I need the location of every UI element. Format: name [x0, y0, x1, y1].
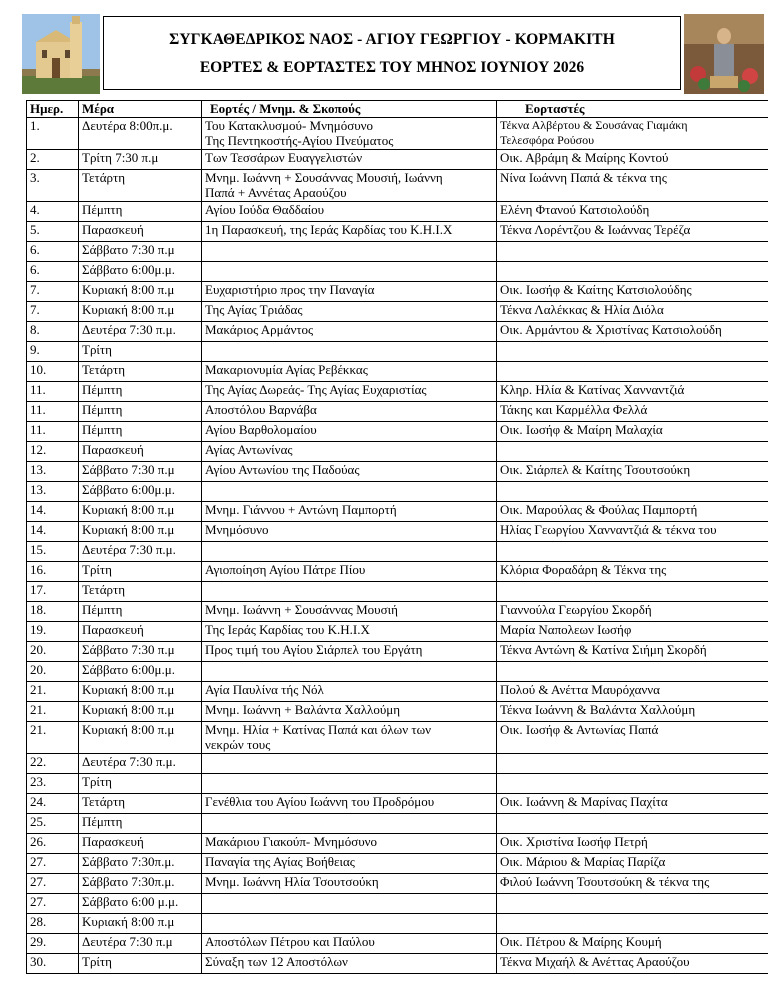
celebrant-line: Οικ. Χριστίνα Ιωσήφ Πετρή [500, 834, 648, 849]
celebrants-cell [497, 170, 768, 202]
event-line: Της Πεντηκοστής-Αγίου Πνεύματος [205, 133, 394, 148]
date-cell: 17. [27, 582, 79, 602]
date-cell: 23. [27, 774, 79, 794]
event-line: Μακάριος Αρμάντος [205, 322, 314, 337]
event-cell [202, 934, 497, 954]
celebrants-cell [497, 602, 768, 622]
day-time-cell: Κυριακή 8:00 π.μ [79, 522, 202, 542]
day-time-cell: Τρίτη [79, 342, 202, 362]
event-line: Των Τεσσάρων Ευαγγελιστών [205, 150, 363, 165]
date-cell: 21. [27, 682, 79, 702]
date-cell: 11. [27, 402, 79, 422]
celebrants-cell [497, 462, 768, 482]
date-cell: 27. [27, 894, 79, 914]
celebrant-line: Ηλίας Γεωργίου Χανναντζιά & τέκνα του [500, 522, 717, 537]
event-cell [202, 302, 497, 322]
celebrant-line: Πολού & Ανέττα Μαυρόχαννα [500, 682, 660, 697]
header-title: ΣΥΓΚΑΘΕΔΡΙΚΟΣ ΝΑΟΣ - ΑΓΙΟΥ ΓΕΩΡΓΙΟΥ - ΚΟΡΜΑΚΙΤΗ [169, 31, 615, 48]
event-cell [202, 774, 497, 794]
event-cell [202, 262, 497, 282]
event-line: Παπά + Αννέτας Αραούζου [205, 185, 347, 200]
celebrants-cell [497, 562, 768, 582]
celebrants-cell [497, 502, 768, 522]
celebrants-cell [497, 814, 768, 834]
event-line: Αγία Παυλίνα τής Νόλ [205, 682, 324, 697]
day-time-cell: Τρίτη [79, 562, 202, 582]
table-row [27, 462, 768, 482]
celebrants-cell [497, 874, 768, 894]
celebrant-line: Οικ. Μάριου & Μαρίας Παρίζα [500, 854, 666, 869]
event-line: Αγιοποίηση Αγίου Πάτρε Πίου [205, 562, 366, 577]
celebrant-line: Οικ. Αρμάντου & Χριστίνας Κατσιολούδη [500, 322, 722, 337]
day-time-cell: Πέμπτη [79, 202, 202, 222]
event-line: Αποστόλων Πέτρου και Παύλου [205, 934, 375, 949]
day-time-cell: Τετάρτη [79, 170, 202, 202]
day-time-cell: Παρασκευή [79, 442, 202, 462]
celebrants-cell [497, 774, 768, 794]
event-cell [202, 222, 497, 242]
celebrant-line: Οικ. Ιωσήφ & Αντωνίας Παπά [500, 722, 659, 737]
table-row [27, 602, 768, 622]
table-row [27, 362, 768, 382]
table-row [27, 722, 768, 754]
celebrant-line: Κλόρια Φοραδάρη & Τέκνα της [500, 562, 667, 577]
header [103, 16, 681, 90]
event-line: Αγίου Αντωνίου της Παδούας [205, 462, 360, 477]
celebrants-cell [497, 642, 768, 662]
table-row [27, 170, 768, 202]
celebrant-line: Τέκνα Ιωάννη & Βαλάντα Χαλλούμη [500, 702, 696, 717]
date-cell: 2. [27, 150, 79, 170]
date-cell: 14. [27, 502, 79, 522]
day-time-cell: Δευτέρα 7:30 π.μ [79, 934, 202, 954]
event-line: Της Αγίας Δωρεάς- Της Αγίας Ευχαριστίας [205, 382, 427, 397]
event-line: Της Αγίας Τριάδας [205, 302, 303, 317]
event-cell [202, 542, 497, 562]
date-cell: 21. [27, 702, 79, 722]
celebrants-cell [497, 794, 768, 814]
day-time-cell: Πέμπτη [79, 422, 202, 442]
date-cell: 14. [27, 522, 79, 542]
event-line: Αγίας Αντωνίνας [205, 442, 293, 457]
celebrants-cell [497, 954, 768, 974]
col-header-events: Εορτές / Μνημ. & Σκοπούς [202, 101, 497, 118]
date-cell: 16. [27, 562, 79, 582]
date-cell: 29. [27, 934, 79, 954]
date-cell: 6. [27, 262, 79, 282]
celebrants-cell [497, 118, 768, 150]
event-line: Μνημ. Ιωάννη + Βαλάντα Χαλλούμη [205, 702, 401, 717]
event-line: νεκρών τους [205, 737, 271, 752]
table-row [27, 242, 768, 262]
celebrants-cell [497, 222, 768, 242]
table-row [27, 522, 768, 542]
day-time-cell: Πέμπτη [79, 382, 202, 402]
day-time-cell: Τετάρτη [79, 362, 202, 382]
day-time-cell: Σάββατο 7:30 π.μ [79, 242, 202, 262]
event-cell [202, 422, 497, 442]
table-row [27, 794, 768, 814]
day-time-cell: Τρίτη [79, 774, 202, 794]
celebrants-cell [497, 834, 768, 854]
event-cell [202, 562, 497, 582]
day-time-cell: Πέμπτη [79, 602, 202, 622]
event-cell [202, 834, 497, 854]
event-line: 1η Παρασκευή, της Ιεράς Καρδίας του Κ.Η.Ι.Χ [205, 222, 453, 237]
celebrant-line: Τέκνα Λορέντζου & Ιωάννας Τερέζα [500, 222, 691, 237]
date-cell: 13. [27, 462, 79, 482]
day-time-cell: Κυριακή 8:00 π.μ [79, 702, 202, 722]
table-row [27, 502, 768, 522]
celebrants-cell [497, 322, 768, 342]
event-line: Αγίου Βαρθολομαίου [205, 422, 317, 437]
celebrants-cell [497, 150, 768, 170]
event-line: Μνημ. Γιάννου + Αντώνη Παμπορτή [205, 502, 397, 517]
event-cell [202, 362, 497, 382]
celebrant-line: Τέκνα Μιχαήλ & Ανέττας Αραούζου [500, 954, 690, 969]
table-row [27, 422, 768, 442]
day-time-cell: Κυριακή 8:00 π.μ [79, 302, 202, 322]
event-cell [202, 702, 497, 722]
date-cell: 6. [27, 242, 79, 262]
event-cell [202, 322, 497, 342]
event-cell [202, 874, 497, 894]
celebrants-cell [497, 202, 768, 222]
table-header-row [27, 101, 768, 118]
day-time-cell: Σάββατο 6:00μ.μ. [79, 662, 202, 682]
day-time-cell: Κυριακή 8:00 π.μ [79, 914, 202, 934]
event-cell [202, 150, 497, 170]
table-row [27, 282, 768, 302]
celebrants-cell [497, 582, 768, 602]
event-cell [202, 814, 497, 834]
celebrants-cell [497, 854, 768, 874]
celebrants-cell [497, 662, 768, 682]
celebrants-cell [497, 282, 768, 302]
table-row [27, 442, 768, 462]
date-cell: 1. [27, 118, 79, 150]
celebrant-line: Νίνα Ιωάννη Παπά & τέκνα της [500, 170, 667, 185]
celebrant-line: Κληρ. Ηλία & Κατίνας Χανναντζιά [500, 382, 685, 397]
celebrant-line: Οικ. Σιάρπελ & Καίτης Τσουτσούκη [500, 462, 691, 477]
table-row [27, 322, 768, 342]
date-cell: 24. [27, 794, 79, 814]
celebrant-line: Φιλού Ιωάννη Τσουτσούκη & τέκνα της [500, 874, 710, 889]
event-cell [202, 170, 497, 202]
celebrant-line: Γιαννούλα Γεωργίου Σκορδή [500, 602, 652, 617]
table-row [27, 914, 768, 934]
celebrants-cell [497, 934, 768, 954]
date-cell: 18. [27, 602, 79, 622]
event-line: Μνημ. Ιωάννη + Σουσάννας Μουσιή [205, 602, 398, 617]
celebrant-line: Τελεσφόρα Ρούσου [500, 133, 595, 147]
event-cell [202, 242, 497, 262]
day-time-cell: Σάββατο 7:30π.μ. [79, 854, 202, 874]
event-cell [202, 894, 497, 914]
event-cell [202, 482, 497, 502]
table-row [27, 542, 768, 562]
celebrants-cell [497, 242, 768, 262]
table-row [27, 774, 768, 794]
day-time-cell: Τετάρτη [79, 582, 202, 602]
date-cell: 20. [27, 642, 79, 662]
date-cell: 11. [27, 422, 79, 442]
event-line: Αγίου Ιούδα Θαδδαίου [205, 202, 325, 217]
celebrant-line: Οικ. Ιωσήφ & Καίτης Κατσιολούδης [500, 282, 692, 297]
celebrants-cell [497, 362, 768, 382]
celebrants-cell [497, 754, 768, 774]
table-row [27, 854, 768, 874]
event-cell [202, 202, 497, 222]
header-subtitle: ΕΟΡΤΕΣ & ΕΟΡΤΑΣΤΕΣ ΤΟΥ ΜΗΝΟΣ ΙΟΥΝΙΟΥ 2026 [199, 59, 585, 76]
event-line: Αποστόλου Βαρνάβα [205, 402, 317, 417]
celebrant-line: Οικ. Ιωσήφ & Μαίρη Μαλαχία [500, 422, 663, 437]
table-body [27, 118, 768, 974]
table-row [27, 150, 768, 170]
event-cell [202, 754, 497, 774]
day-time-cell: Τετάρτη [79, 794, 202, 814]
table-row [27, 834, 768, 854]
day-time-cell: Σάββατο 6:00μ.μ. [79, 262, 202, 282]
event-cell [202, 662, 497, 682]
celebrants-cell [497, 702, 768, 722]
table-row [27, 222, 768, 242]
day-time-cell: Κυριακή 8:00 π.μ [79, 682, 202, 702]
event-cell [202, 282, 497, 302]
event-line: Της Ιεράς Καρδίας του Κ.Η.Ι.Χ [205, 622, 370, 637]
event-cell [202, 722, 497, 754]
date-cell: 10. [27, 362, 79, 382]
day-time-cell: Πέμπτη [79, 402, 202, 422]
event-line: Παναγία της Αγίας Βοήθειας [205, 854, 355, 869]
celebrant-line: Ελένη Φτανού Κατσιολούδη [500, 202, 650, 217]
celebrants-cell [497, 422, 768, 442]
event-cell [202, 502, 497, 522]
date-cell: 3. [27, 170, 79, 202]
date-cell: 13. [27, 482, 79, 502]
celebrants-cell [497, 622, 768, 642]
col-header-celebrants: Εορταστές [497, 101, 768, 118]
day-time-cell: Δευτέρα 7:30 π.μ. [79, 322, 202, 342]
celebrants-cell [497, 302, 768, 322]
celebrants-cell [497, 522, 768, 542]
table-row [27, 874, 768, 894]
day-time-cell: Τρίτη 7:30 π.μ [79, 150, 202, 170]
event-line: Μνημόσυνο [205, 522, 269, 537]
col-header-day: Μέρα [79, 101, 202, 118]
celebrants-cell [497, 682, 768, 702]
event-cell [202, 522, 497, 542]
event-cell [202, 682, 497, 702]
table-row [27, 622, 768, 642]
celebrants-cell [497, 402, 768, 422]
day-time-cell: Τρίτη [79, 954, 202, 974]
celebrants-cell [497, 262, 768, 282]
table-row [27, 934, 768, 954]
church-photo [22, 14, 100, 94]
event-cell [202, 382, 497, 402]
table-row [27, 562, 768, 582]
day-time-cell: Δευτέρα 7:30 π.μ. [79, 542, 202, 562]
col-header-date: Ημερ. [27, 101, 79, 118]
event-cell [202, 582, 497, 602]
celebrant-line: Οικ. Ιωάννη & Μαρίνας Παχίτα [500, 794, 668, 809]
table-row [27, 894, 768, 914]
celebrants-cell [497, 482, 768, 502]
event-cell [202, 854, 497, 874]
event-line: Ευχαριστήριο προς την Παναγία [205, 282, 375, 297]
table-row [27, 954, 768, 974]
day-time-cell: Σάββατο 7:30π.μ. [79, 874, 202, 894]
date-cell: 4. [27, 202, 79, 222]
table-row [27, 662, 768, 682]
date-cell: 5. [27, 222, 79, 242]
day-time-cell: Παρασκευή [79, 834, 202, 854]
date-cell: 12. [27, 442, 79, 462]
event-line: Του Κατακλυσμού- Μνημόσυνο [205, 118, 374, 133]
celebrants-cell [497, 914, 768, 934]
day-time-cell: Σάββατο 7:30 π.μ [79, 462, 202, 482]
date-cell: 20. [27, 662, 79, 682]
celebrant-line: Τέκνα Αλβέρτου & Σουσάνας Γιαμάκη [500, 118, 688, 132]
celebrant-line: Οικ. Πέτρου & Μαίρης Κουμή [500, 934, 662, 949]
event-cell [202, 602, 497, 622]
event-cell [202, 622, 497, 642]
table-row [27, 382, 768, 402]
day-time-cell: Δευτέρα 7:30 π.μ. [79, 754, 202, 774]
event-line: Προς τιμή του Αγίου Σιάρπελ του Εργάτη [205, 642, 423, 657]
day-time-cell: Κυριακή 8:00 π.μ [79, 502, 202, 522]
table-row [27, 702, 768, 722]
table-row [27, 302, 768, 322]
day-time-cell: Κυριακή 8:00 π.μ [79, 722, 202, 754]
event-cell [202, 442, 497, 462]
event-cell [202, 794, 497, 814]
day-time-cell: Πέμπτη [79, 814, 202, 834]
celebrant-line: Τέκνα Λαλέκκας & Ηλία Διόλα [500, 302, 664, 317]
celebrants-cell [497, 894, 768, 914]
celebrants-cell [497, 722, 768, 754]
date-cell: 25. [27, 814, 79, 834]
event-line: Μακαριονυμία Αγίας Ρεβέκκας [205, 362, 368, 377]
celebrants-cell [497, 342, 768, 362]
table-row [27, 754, 768, 774]
event-line: Μακάριου Γιακούπ- Μνημόσυνο [205, 834, 378, 849]
date-cell: 28. [27, 914, 79, 934]
saint-statue-photo [684, 14, 764, 94]
event-line: Μνημ. Ιωάννη Ηλία Τσουτσούκη [205, 874, 379, 889]
day-time-cell: Σάββατο 7:30 π.μ [79, 642, 202, 662]
date-cell: 26. [27, 834, 79, 854]
date-cell: 7. [27, 302, 79, 322]
date-cell: 9. [27, 342, 79, 362]
day-time-cell: Κυριακή 8:00 π.μ [79, 282, 202, 302]
event-line: Σύναξη των 12 Αποστόλων [205, 954, 348, 969]
table-row [27, 582, 768, 602]
date-cell: 8. [27, 322, 79, 342]
event-cell [202, 118, 497, 150]
day-time-cell: Παρασκευή [79, 622, 202, 642]
celebrant-line: Οικ. Μαρούλας & Φούλας Παμπορτή [500, 502, 698, 517]
table-row [27, 342, 768, 362]
event-cell [202, 462, 497, 482]
date-cell: 19. [27, 622, 79, 642]
date-cell: 7. [27, 282, 79, 302]
date-cell: 22. [27, 754, 79, 774]
date-cell: 27. [27, 874, 79, 894]
event-cell [202, 914, 497, 934]
date-cell: 27. [27, 854, 79, 874]
date-cell: 30. [27, 954, 79, 974]
table-row [27, 682, 768, 702]
celebrant-line: Τάκης και Καρμέλλα Φελλά [500, 402, 648, 417]
event-line: Μνημ. Ηλία + Κατίνας Παπά και όλων των [205, 722, 432, 737]
date-cell: 15. [27, 542, 79, 562]
table-row [27, 118, 768, 150]
table-row [27, 202, 768, 222]
date-cell: 11. [27, 382, 79, 402]
day-time-cell: Σάββατο 6:00μ.μ. [79, 482, 202, 502]
event-line: Μνημ. Ιωάννη + Σουσάννας Μουσιή, Ιωάννη [205, 170, 443, 185]
event-line: Γενέθλια του Αγίου Ιωάννη του Προδρόμου [205, 794, 435, 809]
table-row [27, 262, 768, 282]
event-cell [202, 342, 497, 362]
celebrants-cell [497, 442, 768, 462]
celebrants-cell [497, 542, 768, 562]
event-cell [202, 954, 497, 974]
table-row [27, 482, 768, 502]
day-time-cell: Σάββατο 6:00 μ.μ. [79, 894, 202, 914]
event-cell [202, 402, 497, 422]
table-row [27, 402, 768, 422]
table-row [27, 642, 768, 662]
celebrant-line: Οικ. Αβράμη & Μαίρης Κοντού [500, 150, 669, 165]
celebrant-line: Τέκνα Αντώνη & Κατίνα Σιήμη Σκορδή [500, 642, 707, 657]
day-time-cell: Δευτέρα 8:00π.μ. [79, 118, 202, 150]
day-time-cell: Παρασκευή [79, 222, 202, 242]
event-cell [202, 642, 497, 662]
celebrants-cell [497, 382, 768, 402]
date-cell: 21. [27, 722, 79, 754]
table-row [27, 814, 768, 834]
celebrant-line: Μαρία Ναπολεων Ιωσήφ [500, 622, 632, 637]
schedule-table [26, 100, 768, 974]
